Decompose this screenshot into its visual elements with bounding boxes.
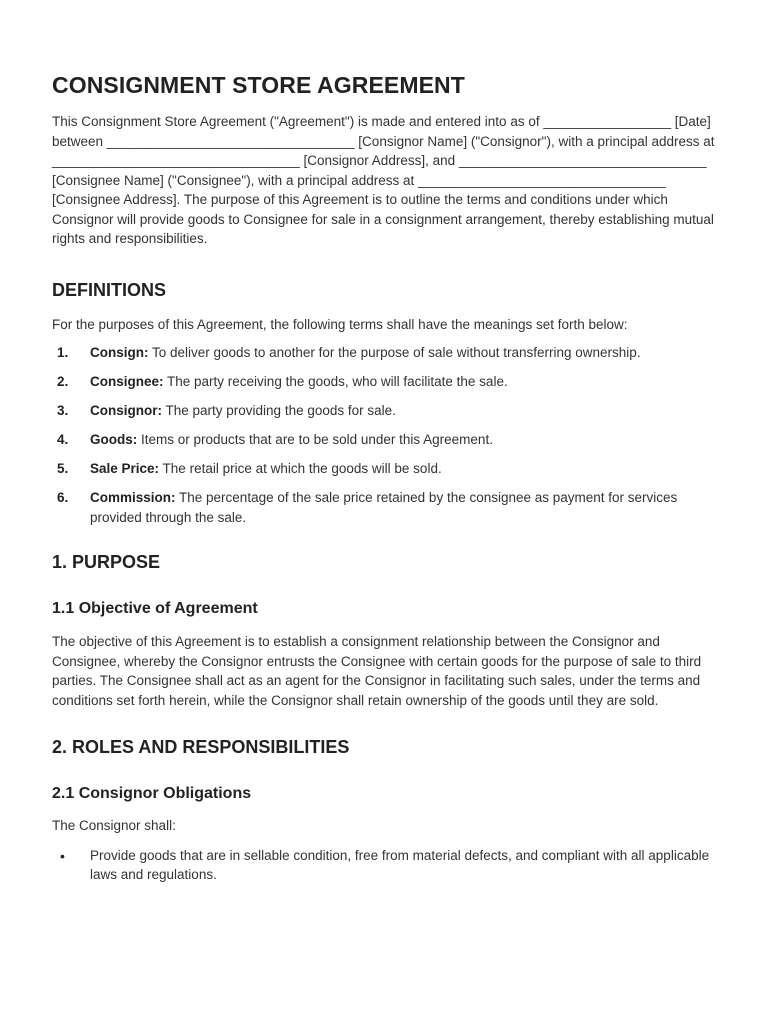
consignor-obligations-subheading: 2.1 Consignor Obligations: [52, 785, 252, 802]
document-title: CONSIGNMENT STORE AGREEMENT: [52, 72, 465, 98]
document-page: [52, 68, 720, 885]
definition-term: Consignor:: [90, 403, 162, 418]
definition-number: 5.: [57, 461, 69, 476]
definition-text: The party receiving the goods, who will facilitate the sale.: [163, 374, 508, 389]
definition-number: 2.: [57, 374, 69, 389]
definition-number: 4.: [57, 432, 69, 447]
definitions-list: [52, 343, 720, 527]
definition-item: [52, 459, 720, 479]
definition-term: Commission:: [90, 490, 176, 505]
objective-paragraph: The objective of this Agreement is to establish a consignment relationship between the Consignor and Consignee, whereby the Consignor entrusts the Consignee with certain goods for the purpose of sale to third parties. The Consignee shall act as an agent for the Consignor in facilitating such sales, under the terms and conditions set forth herein, while the Consignor shall retain ownership of the goods until they are sold.: [52, 634, 702, 708]
objective-subheading: 1.1 Objective of Agreement: [52, 600, 258, 617]
definitions-intro: For the purposes of this Agreement, the following terms shall have the meanings set forth below:: [52, 316, 628, 332]
definition-term: Consignee:: [90, 374, 164, 389]
definition-text: The retail price at which the goods will be sold.: [159, 461, 442, 476]
definition-text: The percentage of the sale price retained by the consignee as payment for services provided through the sale.: [90, 490, 678, 525]
bullet-icon: •: [60, 847, 65, 864]
definition-item: [52, 343, 720, 363]
definition-term: Sale Price:: [90, 461, 160, 476]
definition-item: [52, 401, 720, 421]
obligations-list: [52, 846, 720, 885]
consignor-shall-lead: The Consignor shall:: [52, 818, 176, 833]
definition-item: [52, 430, 720, 450]
definition-item: [52, 488, 720, 527]
definition-term: Consign:: [90, 345, 149, 360]
definition-item: [52, 372, 720, 392]
definition-number: 6.: [57, 490, 69, 505]
definition-number: 3.: [57, 403, 69, 418]
intro-paragraph: This Consignment Store Agreement ("Agreement") is made and entered into as of _________________ [Date] between _________________________________ [Consignor Name] ("Consignor"), with a principal address at _________________________________ [Consignor Address], and _________________________________ [Consignee Name] ("Consignee"), with a principal address at _________________________________ [Consignee Address]. The purpose of this Agreement is to outline the terms and conditions under which Consignor will provide goods to Consignee for sale in a consignment arrangement, thereby establishing mutual rights and responsibilities.: [52, 114, 715, 246]
definition-term: Goods:: [90, 432, 138, 447]
obligation-item: [52, 846, 720, 885]
definition-text: To deliver goods to another for the purpose of sale without transferring ownership.: [148, 345, 641, 360]
obligation-text: Provide goods that are in sellable condition, free from material defects, and compliant with all applicable laws and regulations.: [90, 847, 710, 882]
roles-heading: 2. ROLES AND RESPONSIBILITIES: [52, 737, 350, 757]
definitions-heading: DEFINITIONS: [52, 279, 167, 300]
definition-number: 1.: [57, 345, 69, 360]
definition-text: The party providing the goods for sale.: [162, 403, 396, 418]
purpose-heading: 1. PURPOSE: [52, 552, 161, 572]
definition-text: Items or products that are to be sold under this Agreement.: [137, 432, 493, 447]
